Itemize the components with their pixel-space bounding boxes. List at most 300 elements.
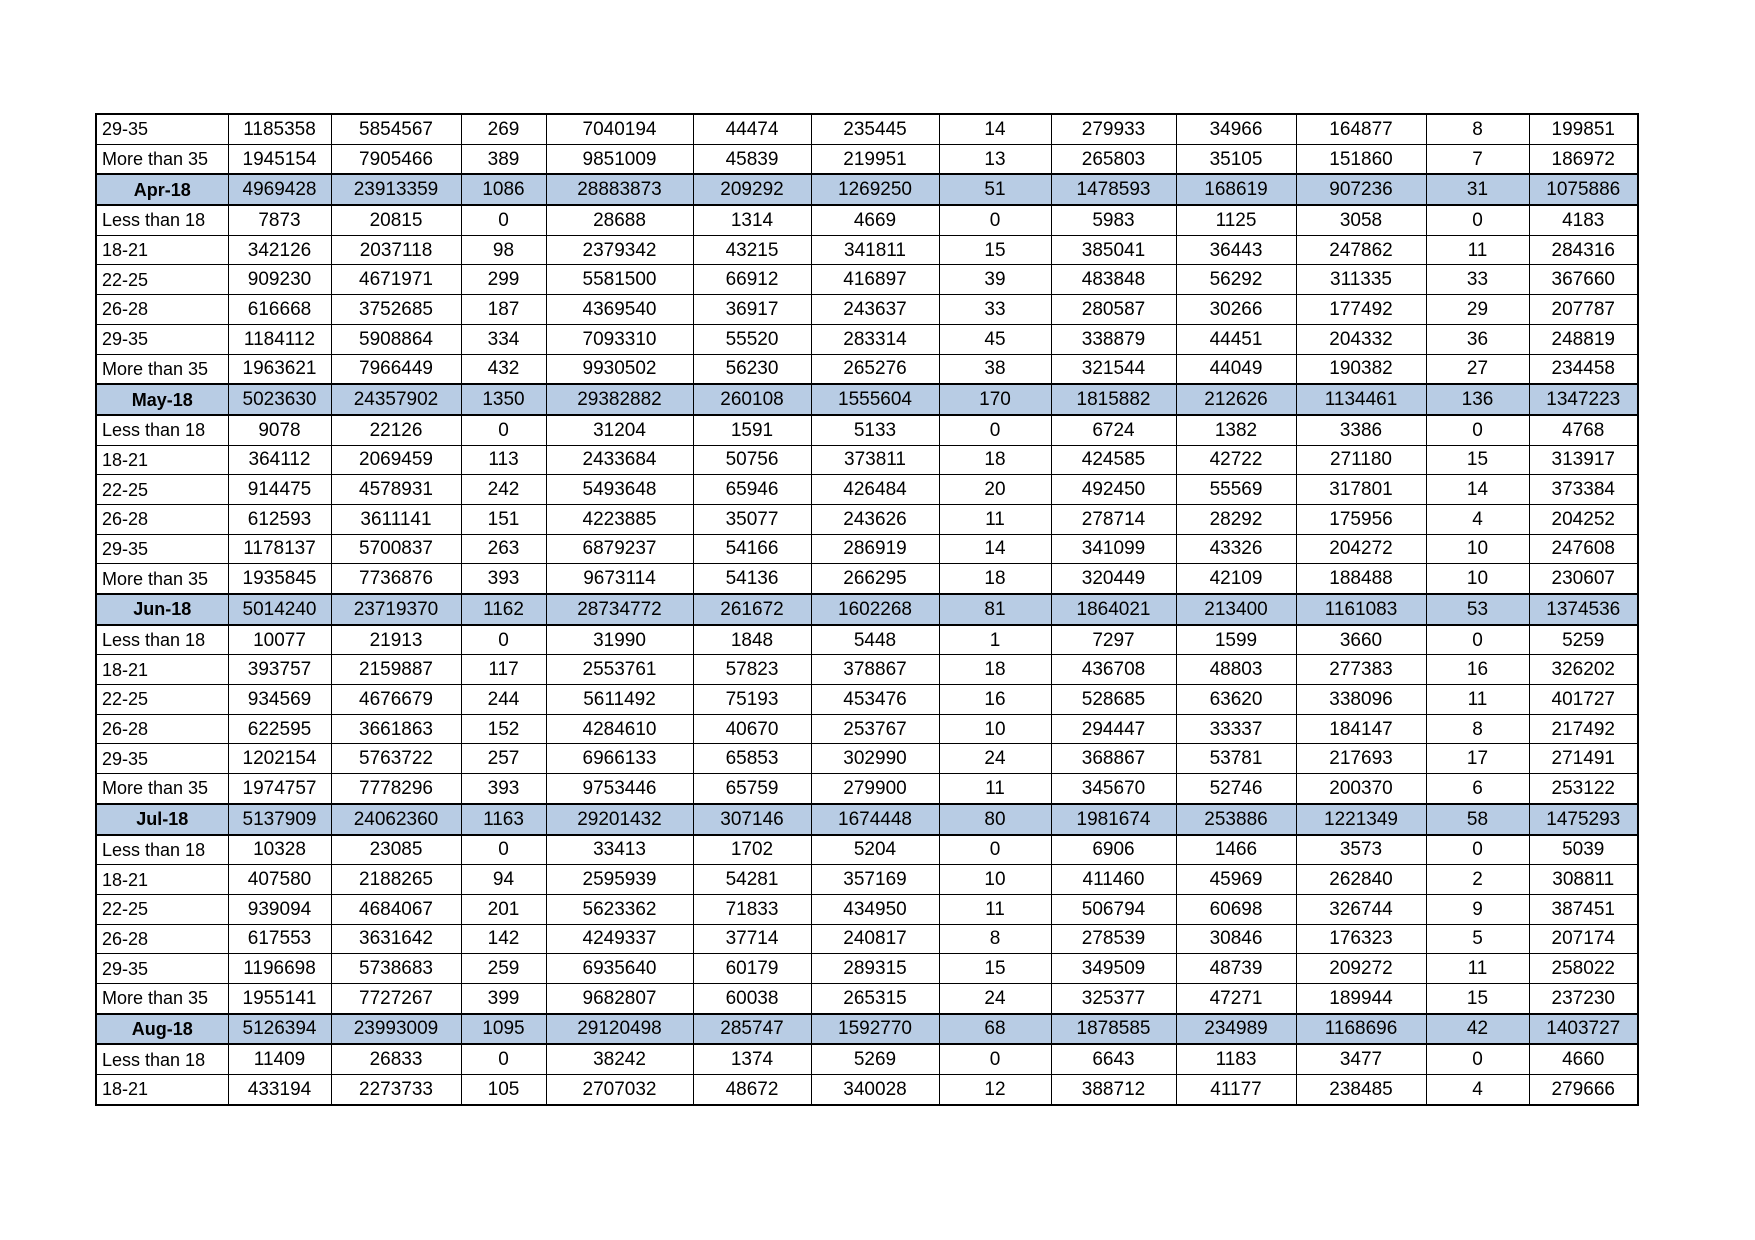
value-cell: 204332 xyxy=(1296,324,1426,354)
value-cell: 1178137 xyxy=(228,534,331,564)
age-month-data-table xyxy=(95,113,1639,1106)
value-cell: 2 xyxy=(1426,865,1529,895)
value-cell: 151 xyxy=(461,504,546,534)
value-cell: 23913359 xyxy=(331,174,461,205)
value-cell: 7093310 xyxy=(546,324,693,354)
value-cell: 313917 xyxy=(1529,445,1638,475)
age-group-row xyxy=(96,564,1638,594)
value-cell: 1466 xyxy=(1176,835,1296,865)
value-cell: 9078 xyxy=(228,415,331,445)
value-cell: 1221349 xyxy=(1296,804,1426,835)
value-cell: 200370 xyxy=(1296,774,1426,804)
value-cell: 204252 xyxy=(1529,504,1638,534)
value-cell: 3477 xyxy=(1296,1044,1426,1074)
value-cell: 3573 xyxy=(1296,835,1426,865)
value-cell: 1185358 xyxy=(228,114,331,144)
value-cell: 1168696 xyxy=(1296,1014,1426,1045)
value-cell: 175956 xyxy=(1296,504,1426,534)
value-cell: 47271 xyxy=(1176,983,1296,1013)
value-cell: 16 xyxy=(939,685,1051,715)
value-cell: 1478593 xyxy=(1051,174,1176,205)
value-cell: 909230 xyxy=(228,265,331,295)
value-cell: 21913 xyxy=(331,625,461,655)
value-cell: 0 xyxy=(939,1044,1051,1074)
month-summary-row xyxy=(96,174,1638,205)
value-cell: 262840 xyxy=(1296,865,1426,895)
value-cell: 11 xyxy=(939,774,1051,804)
value-cell: 1864021 xyxy=(1051,594,1176,625)
value-cell: 136 xyxy=(1426,384,1529,415)
value-cell: 33413 xyxy=(546,835,693,865)
age-group-row xyxy=(96,534,1638,564)
age-group-label-cell: Less than 18 xyxy=(96,835,228,865)
value-cell: 10 xyxy=(1426,564,1529,594)
value-cell: 340028 xyxy=(811,1075,939,1105)
value-cell: 4249337 xyxy=(546,924,693,954)
value-cell: 2553761 xyxy=(546,655,693,685)
value-cell: 54136 xyxy=(693,564,811,594)
value-cell: 9930502 xyxy=(546,354,693,384)
value-cell: 286919 xyxy=(811,534,939,564)
age-group-label-cell: More than 35 xyxy=(96,983,228,1013)
value-cell: 934569 xyxy=(228,685,331,715)
value-cell: 1974757 xyxy=(228,774,331,804)
value-cell: 244 xyxy=(461,685,546,715)
value-cell: 60179 xyxy=(693,954,811,984)
value-cell: 7905466 xyxy=(331,144,461,174)
value-cell: 7040194 xyxy=(546,114,693,144)
value-cell: 58 xyxy=(1426,804,1529,835)
value-cell: 4684067 xyxy=(331,894,461,924)
age-group-label-cell: 26-28 xyxy=(96,295,228,325)
value-cell: 0 xyxy=(939,415,1051,445)
value-cell: 5 xyxy=(1426,924,1529,954)
value-cell: 0 xyxy=(1426,205,1529,235)
value-cell: 1475293 xyxy=(1529,804,1638,835)
age-group-label-cell: 18-21 xyxy=(96,235,228,265)
age-group-label-cell: Less than 18 xyxy=(96,415,228,445)
value-cell: 28734772 xyxy=(546,594,693,625)
value-cell: 334 xyxy=(461,324,546,354)
value-cell: 28883873 xyxy=(546,174,693,205)
value-cell: 189944 xyxy=(1296,983,1426,1013)
age-group-row xyxy=(96,714,1638,744)
value-cell: 29382882 xyxy=(546,384,693,415)
value-cell: 364112 xyxy=(228,445,331,475)
value-cell: 0 xyxy=(1426,1044,1529,1074)
value-cell: 5014240 xyxy=(228,594,331,625)
value-cell: 253886 xyxy=(1176,804,1296,835)
value-cell: 2707032 xyxy=(546,1075,693,1105)
age-group-label-cell: 26-28 xyxy=(96,504,228,534)
value-cell: 278539 xyxy=(1051,924,1176,954)
value-cell: 187 xyxy=(461,295,546,325)
value-cell: 24062360 xyxy=(331,804,461,835)
value-cell: 217693 xyxy=(1296,744,1426,774)
value-cell: 411460 xyxy=(1051,865,1176,895)
value-cell: 36917 xyxy=(693,295,811,325)
value-cell: 279933 xyxy=(1051,114,1176,144)
value-cell: 56292 xyxy=(1176,265,1296,295)
value-cell: 0 xyxy=(1426,625,1529,655)
age-group-label-cell: 26-28 xyxy=(96,714,228,744)
value-cell: 271180 xyxy=(1296,445,1426,475)
value-cell: 261672 xyxy=(693,594,811,625)
value-cell: 243637 xyxy=(811,295,939,325)
value-cell: 201 xyxy=(461,894,546,924)
value-cell: 36 xyxy=(1426,324,1529,354)
value-cell: 1878585 xyxy=(1051,1014,1176,1045)
age-group-label-cell: 29-35 xyxy=(96,954,228,984)
value-cell: 44049 xyxy=(1176,354,1296,384)
value-cell: 1374536 xyxy=(1529,594,1638,625)
age-group-row xyxy=(96,265,1638,295)
value-cell: 1 xyxy=(939,625,1051,655)
value-cell: 345670 xyxy=(1051,774,1176,804)
value-cell: 389 xyxy=(461,144,546,174)
value-cell: 190382 xyxy=(1296,354,1426,384)
value-cell: 1314 xyxy=(693,205,811,235)
age-group-label-cell: 29-35 xyxy=(96,534,228,564)
value-cell: 0 xyxy=(939,205,1051,235)
value-cell: 9673114 xyxy=(546,564,693,594)
age-group-row xyxy=(96,445,1638,475)
value-cell: 43215 xyxy=(693,235,811,265)
value-cell: 7736876 xyxy=(331,564,461,594)
value-cell: 2273733 xyxy=(331,1075,461,1105)
value-cell: 29201432 xyxy=(546,804,693,835)
value-cell: 11 xyxy=(1426,685,1529,715)
value-cell: 1382 xyxy=(1176,415,1296,445)
value-cell: 55569 xyxy=(1176,475,1296,505)
age-group-label-cell: 29-35 xyxy=(96,324,228,354)
value-cell: 265276 xyxy=(811,354,939,384)
value-cell: 11 xyxy=(1426,235,1529,265)
value-cell: 299 xyxy=(461,265,546,295)
value-cell: 10 xyxy=(939,714,1051,744)
value-cell: 184147 xyxy=(1296,714,1426,744)
value-cell: 44474 xyxy=(693,114,811,144)
value-cell: 7873 xyxy=(228,205,331,235)
value-cell: 3660 xyxy=(1296,625,1426,655)
value-cell: 373811 xyxy=(811,445,939,475)
value-cell: 219951 xyxy=(811,144,939,174)
age-group-label-cell: 18-21 xyxy=(96,1075,228,1105)
value-cell: 263 xyxy=(461,534,546,564)
value-cell: 1945154 xyxy=(228,144,331,174)
value-cell: 29120498 xyxy=(546,1014,693,1045)
value-cell: 6643 xyxy=(1051,1044,1176,1074)
value-cell: 57823 xyxy=(693,655,811,685)
value-cell: 5126394 xyxy=(228,1014,331,1045)
value-cell: 5908864 xyxy=(331,324,461,354)
value-cell: 2069459 xyxy=(331,445,461,475)
value-cell: 401727 xyxy=(1529,685,1638,715)
value-cell: 453476 xyxy=(811,685,939,715)
value-cell: 45839 xyxy=(693,144,811,174)
value-cell: 7727267 xyxy=(331,983,461,1013)
value-cell: 31990 xyxy=(546,625,693,655)
value-cell: 176323 xyxy=(1296,924,1426,954)
value-cell: 617553 xyxy=(228,924,331,954)
value-cell: 432 xyxy=(461,354,546,384)
age-group-label-cell: 22-25 xyxy=(96,265,228,295)
value-cell: 528685 xyxy=(1051,685,1176,715)
value-cell: 209272 xyxy=(1296,954,1426,984)
value-cell: 1086 xyxy=(461,174,546,205)
value-cell: 6935640 xyxy=(546,954,693,984)
value-cell: 5854567 xyxy=(331,114,461,144)
value-cell: 387451 xyxy=(1529,894,1638,924)
value-cell: 407580 xyxy=(228,865,331,895)
value-cell: 279666 xyxy=(1529,1075,1638,1105)
value-cell: 11409 xyxy=(228,1044,331,1074)
value-cell: 1196698 xyxy=(228,954,331,984)
value-cell: 388712 xyxy=(1051,1075,1176,1105)
value-cell: 113 xyxy=(461,445,546,475)
value-cell: 1183 xyxy=(1176,1044,1296,1074)
value-cell: 483848 xyxy=(1051,265,1176,295)
value-cell: 5448 xyxy=(811,625,939,655)
age-group-label-cell: 18-21 xyxy=(96,655,228,685)
value-cell: 368867 xyxy=(1051,744,1176,774)
value-cell: 1347223 xyxy=(1529,384,1638,415)
age-group-row xyxy=(96,144,1638,174)
month-label-cell: Apr-18 xyxy=(96,174,228,205)
value-cell: 253122 xyxy=(1529,774,1638,804)
value-cell: 1163 xyxy=(461,804,546,835)
value-cell: 285747 xyxy=(693,1014,811,1045)
value-cell: 1202154 xyxy=(228,744,331,774)
value-cell: 8 xyxy=(1426,714,1529,744)
age-group-label-cell: 18-21 xyxy=(96,445,228,475)
value-cell: 1702 xyxy=(693,835,811,865)
value-cell: 164877 xyxy=(1296,114,1426,144)
value-cell: 1125 xyxy=(1176,205,1296,235)
value-cell: 177492 xyxy=(1296,295,1426,325)
value-cell: 1184112 xyxy=(228,324,331,354)
value-cell: 5137909 xyxy=(228,804,331,835)
value-cell: 1075886 xyxy=(1529,174,1638,205)
value-cell: 33337 xyxy=(1176,714,1296,744)
value-cell: 6724 xyxy=(1051,415,1176,445)
value-cell: 217492 xyxy=(1529,714,1638,744)
value-cell: 271491 xyxy=(1529,744,1638,774)
value-cell: 6906 xyxy=(1051,835,1176,865)
age-group-label-cell: More than 35 xyxy=(96,144,228,174)
value-cell: 9753446 xyxy=(546,774,693,804)
value-cell: 4969428 xyxy=(228,174,331,205)
value-cell: 242 xyxy=(461,475,546,505)
value-cell: 1095 xyxy=(461,1014,546,1045)
value-cell: 204272 xyxy=(1296,534,1426,564)
month-summary-row xyxy=(96,1014,1638,1045)
value-cell: 399 xyxy=(461,983,546,1013)
value-cell: 23993009 xyxy=(331,1014,461,1045)
value-cell: 30846 xyxy=(1176,924,1296,954)
value-cell: 71833 xyxy=(693,894,811,924)
value-cell: 40670 xyxy=(693,714,811,744)
month-label-cell: Jul-18 xyxy=(96,804,228,835)
value-cell: 151860 xyxy=(1296,144,1426,174)
value-cell: 338096 xyxy=(1296,685,1426,715)
value-cell: 230607 xyxy=(1529,564,1638,594)
value-cell: 3752685 xyxy=(331,295,461,325)
value-cell: 207174 xyxy=(1529,924,1638,954)
age-group-label-cell: 18-21 xyxy=(96,865,228,895)
value-cell: 289315 xyxy=(811,954,939,984)
value-cell: 4183 xyxy=(1529,205,1638,235)
age-group-label-cell: 22-25 xyxy=(96,685,228,715)
value-cell: 45969 xyxy=(1176,865,1296,895)
value-cell: 9851009 xyxy=(546,144,693,174)
age-group-row xyxy=(96,1044,1638,1074)
value-cell: 3661863 xyxy=(331,714,461,744)
value-cell: 235445 xyxy=(811,114,939,144)
value-cell: 23719370 xyxy=(331,594,461,625)
value-cell: 240817 xyxy=(811,924,939,954)
age-group-label-cell: Less than 18 xyxy=(96,205,228,235)
value-cell: 393757 xyxy=(228,655,331,685)
value-cell: 307146 xyxy=(693,804,811,835)
age-group-row xyxy=(96,983,1638,1013)
value-cell: 0 xyxy=(461,205,546,235)
value-cell: 42 xyxy=(1426,1014,1529,1045)
age-group-row xyxy=(96,655,1638,685)
value-cell: 373384 xyxy=(1529,475,1638,505)
value-cell: 326202 xyxy=(1529,655,1638,685)
value-cell: 213400 xyxy=(1176,594,1296,625)
age-group-row xyxy=(96,205,1638,235)
age-group-row xyxy=(96,504,1638,534)
value-cell: 24 xyxy=(939,744,1051,774)
value-cell: 247862 xyxy=(1296,235,1426,265)
age-group-row xyxy=(96,625,1638,655)
value-cell: 5738683 xyxy=(331,954,461,984)
value-cell: 265803 xyxy=(1051,144,1176,174)
age-group-row xyxy=(96,774,1638,804)
value-cell: 277383 xyxy=(1296,655,1426,685)
value-cell: 39 xyxy=(939,265,1051,295)
value-cell: 320449 xyxy=(1051,564,1176,594)
value-cell: 60698 xyxy=(1176,894,1296,924)
value-cell: 117 xyxy=(461,655,546,685)
value-cell: 152 xyxy=(461,714,546,744)
value-cell: 1592770 xyxy=(811,1014,939,1045)
value-cell: 56230 xyxy=(693,354,811,384)
value-cell: 10 xyxy=(939,865,1051,895)
value-cell: 1162 xyxy=(461,594,546,625)
value-cell: 68 xyxy=(939,1014,1051,1045)
value-cell: 10 xyxy=(1426,534,1529,564)
value-cell: 24357902 xyxy=(331,384,461,415)
value-cell: 234989 xyxy=(1176,1014,1296,1045)
age-group-row xyxy=(96,475,1638,505)
value-cell: 30266 xyxy=(1176,295,1296,325)
value-cell: 385041 xyxy=(1051,235,1176,265)
age-group-row xyxy=(96,114,1638,144)
age-group-label-cell: More than 35 xyxy=(96,774,228,804)
value-cell: 12 xyxy=(939,1075,1051,1105)
value-cell: 1674448 xyxy=(811,804,939,835)
value-cell: 5023630 xyxy=(228,384,331,415)
value-cell: 33 xyxy=(1426,265,1529,295)
value-cell: 170 xyxy=(939,384,1051,415)
age-group-label-cell: 22-25 xyxy=(96,894,228,924)
value-cell: 15 xyxy=(939,235,1051,265)
month-summary-row xyxy=(96,804,1638,835)
value-cell: 6879237 xyxy=(546,534,693,564)
value-cell: 280587 xyxy=(1051,295,1176,325)
value-cell: 914475 xyxy=(228,475,331,505)
value-cell: 45 xyxy=(939,324,1051,354)
age-group-label-cell: More than 35 xyxy=(96,354,228,384)
value-cell: 38 xyxy=(939,354,1051,384)
value-cell: 5204 xyxy=(811,835,939,865)
value-cell: 51 xyxy=(939,174,1051,205)
value-cell: 5581500 xyxy=(546,265,693,295)
value-cell: 53 xyxy=(1426,594,1529,625)
age-group-label-cell: 29-35 xyxy=(96,744,228,774)
value-cell: 4578931 xyxy=(331,475,461,505)
value-cell: 11 xyxy=(939,504,1051,534)
value-cell: 393 xyxy=(461,774,546,804)
value-cell: 321544 xyxy=(1051,354,1176,384)
value-cell: 11 xyxy=(1426,954,1529,984)
value-cell: 506794 xyxy=(1051,894,1176,924)
value-cell: 0 xyxy=(461,835,546,865)
month-label-cell: May-18 xyxy=(96,384,228,415)
value-cell: 6966133 xyxy=(546,744,693,774)
value-cell: 2159887 xyxy=(331,655,461,685)
value-cell: 34966 xyxy=(1176,114,1296,144)
age-group-label-cell: 29-35 xyxy=(96,114,228,144)
age-group-row xyxy=(96,865,1638,895)
value-cell: 55520 xyxy=(693,324,811,354)
value-cell: 424585 xyxy=(1051,445,1176,475)
value-cell: 11 xyxy=(939,894,1051,924)
value-cell: 41177 xyxy=(1176,1075,1296,1105)
value-cell: 1591 xyxy=(693,415,811,445)
value-cell: 15 xyxy=(1426,983,1529,1013)
value-cell: 622595 xyxy=(228,714,331,744)
value-cell: 98 xyxy=(461,235,546,265)
value-cell: 341811 xyxy=(811,235,939,265)
value-cell: 7966449 xyxy=(331,354,461,384)
value-cell: 259 xyxy=(461,954,546,984)
value-cell: 278714 xyxy=(1051,504,1176,534)
value-cell: 257 xyxy=(461,744,546,774)
value-cell: 65853 xyxy=(693,744,811,774)
value-cell: 283314 xyxy=(811,324,939,354)
value-cell: 44451 xyxy=(1176,324,1296,354)
value-cell: 16 xyxy=(1426,655,1529,685)
value-cell: 2595939 xyxy=(546,865,693,895)
value-cell: 14 xyxy=(939,534,1051,564)
value-cell: 28292 xyxy=(1176,504,1296,534)
value-cell: 436708 xyxy=(1051,655,1176,685)
value-cell: 5611492 xyxy=(546,685,693,715)
value-cell: 5763722 xyxy=(331,744,461,774)
age-group-label-cell: 26-28 xyxy=(96,924,228,954)
value-cell: 4369540 xyxy=(546,295,693,325)
value-cell: 5493648 xyxy=(546,475,693,505)
value-cell: 238485 xyxy=(1296,1075,1426,1105)
value-cell: 294447 xyxy=(1051,714,1176,744)
value-cell: 20 xyxy=(939,475,1051,505)
value-cell: 378867 xyxy=(811,655,939,685)
value-cell: 66912 xyxy=(693,265,811,295)
